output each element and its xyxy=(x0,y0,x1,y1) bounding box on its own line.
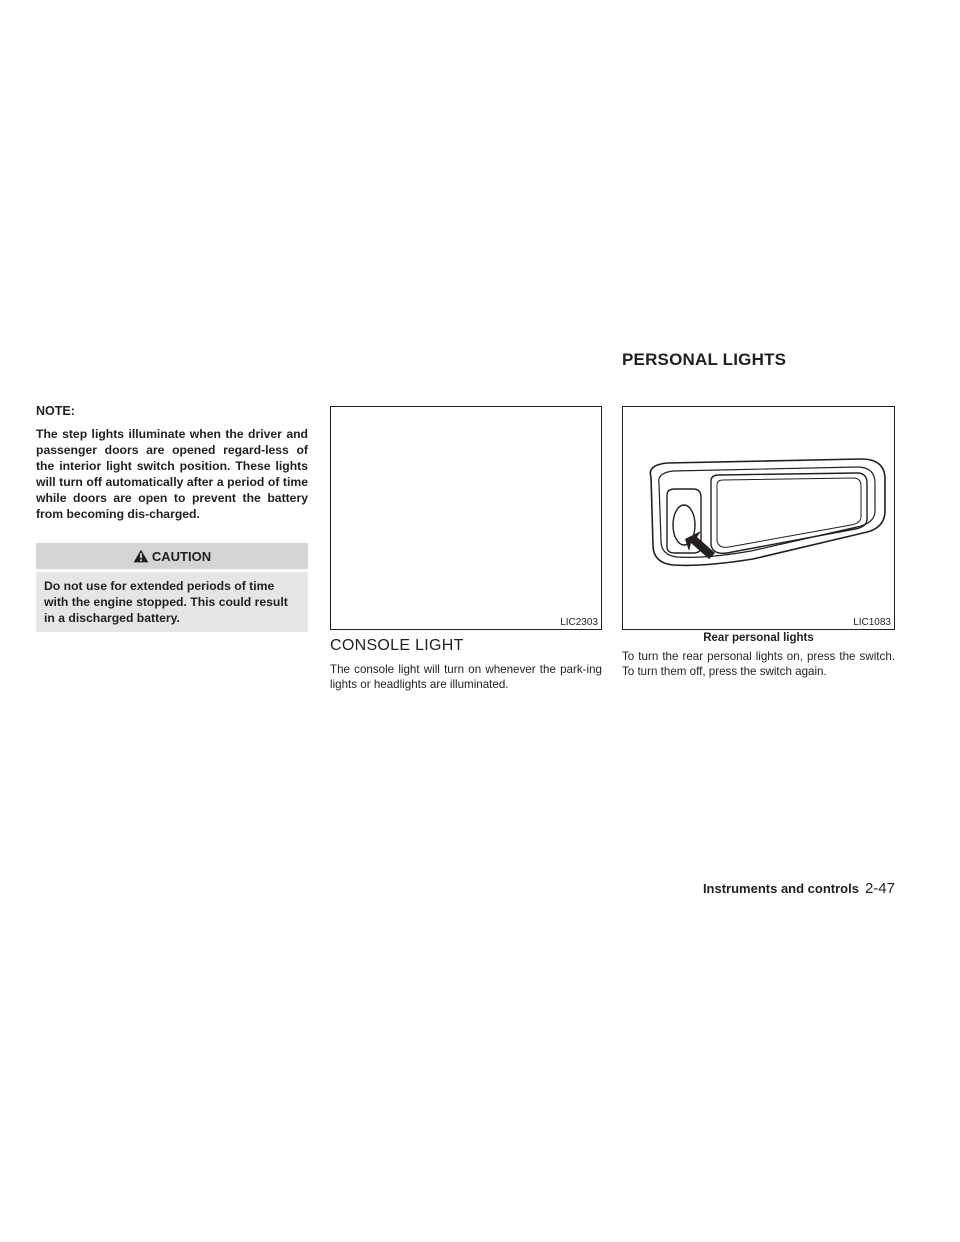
section-heading: PERSONAL LIGHTS xyxy=(622,350,787,369)
page-number: 2-47 xyxy=(864,880,895,897)
rear-personal-lights-figure xyxy=(622,406,895,630)
note-label: NOTE: xyxy=(36,404,75,418)
rear-lights-text: To turn the rear personal lights on, press the switch. To turn them off, press the switch again. xyxy=(622,650,895,678)
page-footer xyxy=(703,880,895,897)
caution-box xyxy=(36,543,308,632)
caution-text: Do not use for extended periods of time with the engine stopped. This could result in a discharged battery. xyxy=(36,572,308,632)
console-light-figure xyxy=(330,406,602,630)
note-block xyxy=(36,404,308,522)
caution-header xyxy=(36,543,308,569)
figure-caption: Rear personal lights xyxy=(703,632,814,644)
console-light-heading: CONSOLE LIGHT xyxy=(330,637,464,654)
rear-personal-light-illustration xyxy=(623,407,894,629)
figure-code: LIC2303 xyxy=(560,617,598,628)
note-text: The step lights illuminate when the driver and passenger doors are opened regard-less of the interior light switch position. These lights will turn off automatically after a period of time while doors are open to prevent the battery from becoming dis-charged. xyxy=(36,427,308,521)
warning-triangle-icon xyxy=(133,549,149,563)
figure-code: LIC1083 xyxy=(853,617,891,628)
caution-title: CAUTION xyxy=(151,548,212,564)
console-light-text: The console light will turn on whenever the park-ing lights or headlights are illuminated. xyxy=(330,663,602,691)
footer-section-title: Instruments and controls xyxy=(702,881,859,896)
